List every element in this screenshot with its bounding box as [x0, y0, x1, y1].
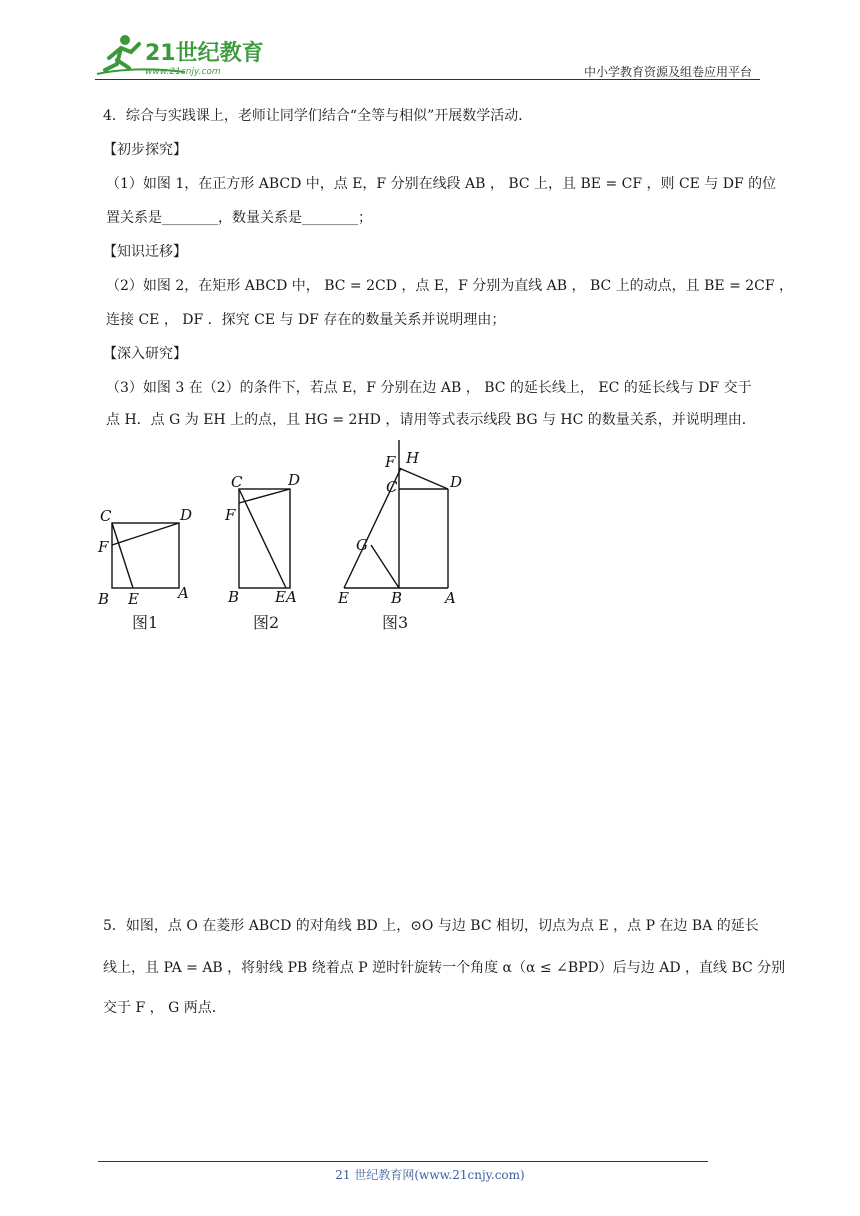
fig3-caption: 图3 — [382, 613, 409, 632]
q4-section2-line1: （2）如图 2，在矩形 ABCD 中， BC = 2CD ，点 E，F 分别为直线 AB ， BC 上的动点，且 BE = 2CF ， — [106, 278, 794, 294]
fig1-label-c: C — [100, 507, 112, 525]
figure-3-diagram — [344, 440, 448, 588]
fig3-label-e: E — [338, 589, 349, 607]
q4-section1-line1: （1）如图 1，在正方形 ABCD 中，点 E，F 分别在线段 AB ， BC 上，且 BE = CF ，则 CE 与 DF 的位 — [106, 176, 777, 192]
fig3-label-d: D — [450, 473, 463, 491]
footer-divider — [98, 1161, 708, 1162]
q4-section1-line2: 置关系是________，数量关系是________； — [106, 210, 372, 226]
fig3-label-f: F — [385, 453, 396, 471]
footer-text: 21 世纪教育网(www.21cnjy.com) — [335, 1168, 525, 1182]
platform-name: 中小学教育资源及组卷应用平台 — [583, 65, 752, 79]
fig1-label-b: B — [98, 590, 110, 608]
fig3-label-a: A — [445, 589, 456, 607]
fig1-label-d: D — [180, 506, 193, 524]
q4-section2-title: 【知识迁移】 — [103, 244, 187, 260]
q5-line3: 交于 F ， G 两点． — [103, 1000, 226, 1016]
q4-intro: 4．综合与实践课上，老师让同学们结合“全等与相似”开展数学活动． — [103, 108, 533, 124]
fig3-label-h: H — [406, 449, 420, 467]
fig2-caption: 图2 — [253, 613, 280, 632]
q4-figures — [90, 436, 470, 636]
fig2-label-c: C — [231, 473, 243, 491]
fig2-label-ea: EA — [275, 588, 297, 606]
q4-section3-line1: （3）如图 3 在（2）的条件下，若点 E，F 分别在边 AB ， BC 的延长线上， EC 的延长线与 DF 交于 — [106, 380, 752, 396]
fig1-label-a: A — [178, 584, 189, 602]
fig1-caption: 图1 — [132, 613, 159, 632]
logo-text: 21世纪教育 — [145, 41, 264, 66]
q5-line1: 5．如图，点 O 在菱形 ABCD 的对角线 BD 上，⊙O 与边 BC 相切，切点为点 E ，点 P 在边 BA 的延长 — [103, 918, 759, 934]
q4-section2-line2: 连接 CE ， DF ．探究 CE 与 DF 存在的数量关系并说明理由； — [106, 312, 506, 328]
figure-2-diagram — [239, 489, 290, 588]
geometry-figures — [90, 436, 470, 636]
fig1-label-f: F — [98, 538, 109, 556]
q4-section1-title: 【初步探究】 — [103, 142, 187, 158]
q4-section3-line2: 点 H．点 G 为 EH 上的点，且 HG = 2HD ，请用等式表示线段 BG 与 HC 的数量关系，并说明理由． — [106, 412, 756, 428]
page-header — [95, 30, 760, 80]
figure-1-diagram — [112, 523, 179, 588]
fig2-label-f: F — [225, 506, 236, 524]
fig1-label-e: E — [128, 590, 139, 608]
fig3-label-b: B — [391, 589, 403, 607]
fig2-label-d: D — [288, 471, 301, 489]
fig2-label-b: B — [228, 588, 240, 606]
q5-line2: 线上，且 PA = AB ，将射线 PB 绕着点 P 逆时针旋转一个角度 α（α ≤ ∠BPD）后与边 AD ，直线 BC 分别 — [103, 960, 786, 976]
header-divider — [95, 79, 760, 80]
q4-section3-title: 【深入研究】 — [103, 346, 187, 362]
site-logo — [95, 30, 265, 78]
runner-logo-icon — [95, 30, 265, 78]
logo-url: www.21cnjy.com — [145, 67, 221, 77]
fig3-label-c: C — [386, 478, 398, 496]
fig3-label-g: G — [356, 536, 368, 554]
